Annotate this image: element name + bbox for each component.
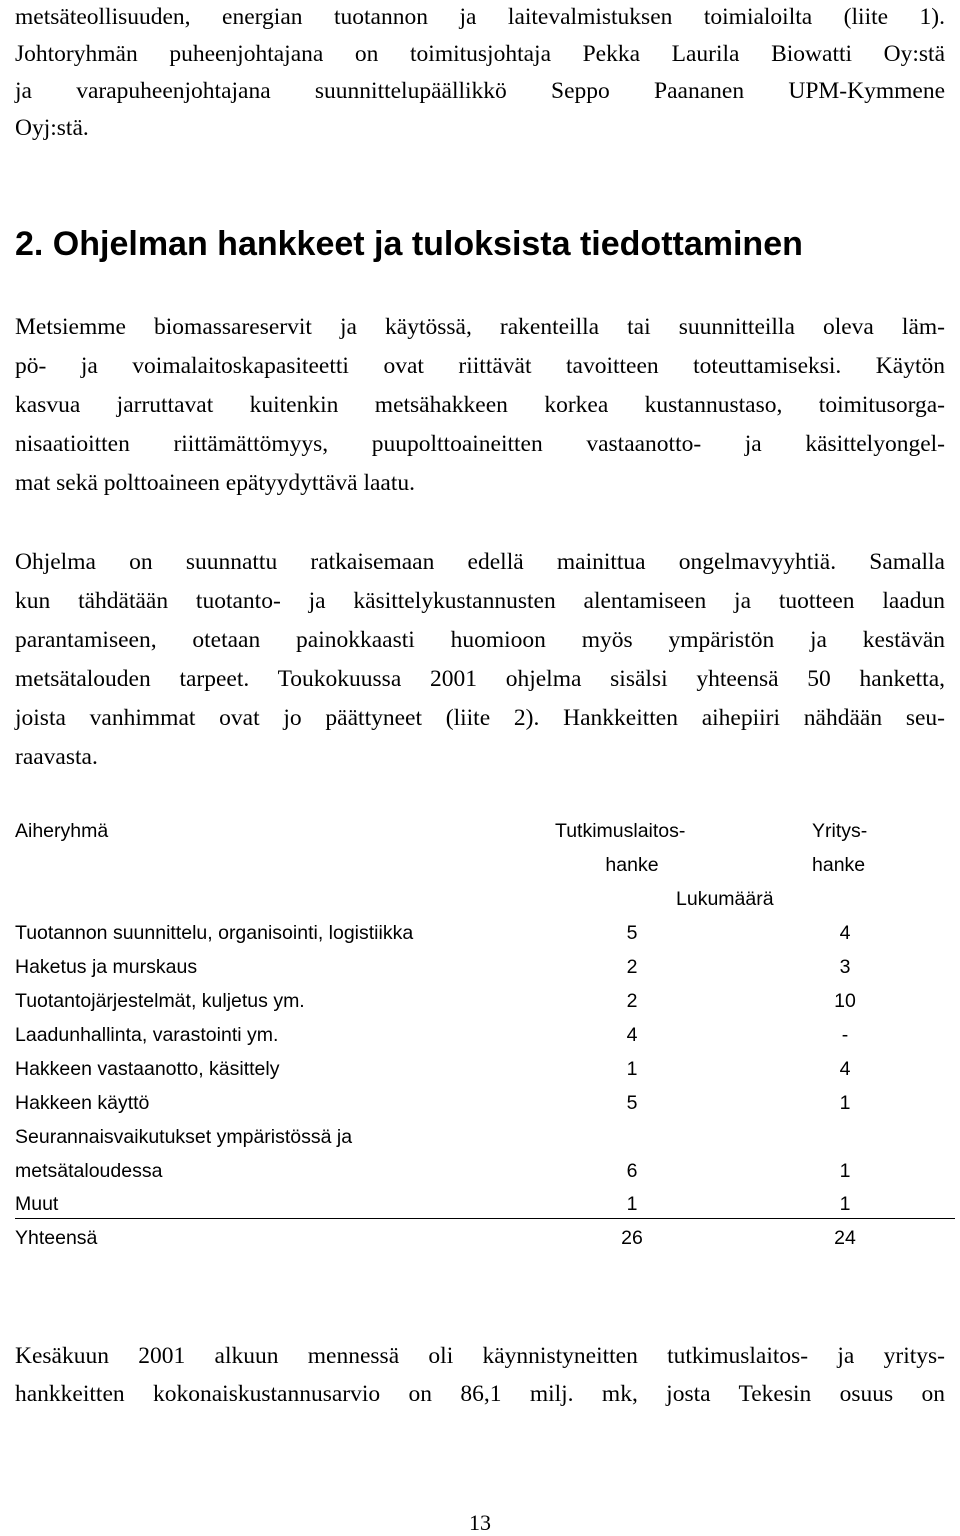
page-number: 13 <box>469 1510 491 1535</box>
table-header-research-2: hanke <box>605 854 659 876</box>
table-header-company-2: hanke <box>812 854 866 876</box>
paragraph-line: kun tähdätään tuotanto- ja käsittelykustannusten alentamiseen ja tuotteen laadun <box>15 588 945 614</box>
row-label: Haketus ja murskaus <box>15 956 198 978</box>
row-company-count: 10 <box>834 990 856 1012</box>
paragraph-line: kasvua jarruttavat kuitenkin metsähakkeen korkea kustannustaso, toimitusorga- <box>15 392 945 418</box>
table-unit-label: Lukumäärä <box>676 888 774 910</box>
intro-line: Johtoryhmän puheenjohtajana on toimitusjohtaja Pekka Laurila Biowatti Oy:stä <box>15 41 945 67</box>
row-research-count: 5 <box>626 1092 638 1114</box>
row-label: Seurannaisvaikutukset ympäristössä ja <box>15 1126 353 1148</box>
row-label: Tuotannon suunnittelu, organisointi, logistiikka <box>15 922 414 944</box>
row-label: Laadunhallinta, varastointi ym. <box>15 1024 279 1046</box>
table-total-rule <box>15 1218 955 1219</box>
row-company-count: - <box>841 1024 849 1046</box>
row-research-count: 4 <box>626 1024 638 1046</box>
paragraph-line: parantamiseen, otetaan painokkaasti huomioon myös ympäristön ja kestävän <box>15 627 945 653</box>
total-label: Yhteensä <box>15 1227 98 1249</box>
row-label: Hakkeen käyttö <box>15 1092 150 1114</box>
table-header-company: Yritys- <box>812 820 868 842</box>
row-research-count: 2 <box>626 956 638 978</box>
row-label: Hakkeen vastaanotto, käsittely <box>15 1058 280 1080</box>
row-research-count: 5 <box>626 922 638 944</box>
paragraph-line: nisaatioitten riittämättömyys, puupolttoaineitten vastaanotto- ja käsittelyongel- <box>15 431 945 457</box>
total-research-count: 26 <box>621 1227 643 1249</box>
section-heading: 2. Ohjelman hankkeet ja tuloksista tiedottaminen <box>15 225 803 263</box>
row-company-count: 1 <box>839 1092 851 1114</box>
paragraph-line: pö- ja voimalaitoskapasiteetti ovat riittävät tavoitteen toteuttamiseksi. Käytön <box>15 353 945 379</box>
paragraph-line: Metsiemme biomassareservit ja käytössä, rakenteilla tai suunnitteilla oleva läm- <box>15 314 945 340</box>
row-research-count <box>552 1124 712 1150</box>
row-company-count: 1 <box>839 1160 851 1182</box>
row-label: Tuotantojärjestelmät, kuljetus ym. <box>15 990 305 1012</box>
row-company-count: 4 <box>839 922 851 944</box>
row-label: Muut <box>15 1193 59 1215</box>
intro-line: ja varapuheenjohtajana suunnittelupäällikkö Seppo Paananen UPM-Kymmene <box>15 78 945 104</box>
intro-line: Oyj:stä. <box>15 115 89 141</box>
row-company-count: 3 <box>839 956 851 978</box>
row-research-count: 6 <box>626 1160 638 1182</box>
row-research-count: 1 <box>626 1058 638 1080</box>
total-company-count: 24 <box>834 1227 856 1249</box>
paragraph-line: Kesäkuun 2001 alkuun mennessä oli käynnistyneitten tutkimuslaitos- ja yritys- <box>15 1343 945 1369</box>
row-research-count: 1 <box>626 1193 638 1215</box>
paragraph-line: Ohjelma on suunnattu ratkaisemaan edellä mainittua ongelmavyyhtiä. Samalla <box>15 549 945 575</box>
row-label: metsätaloudessa <box>15 1160 163 1182</box>
table-header-topic: Aiheryhmä <box>15 820 109 842</box>
paragraph-line: hankkeitten kokonaiskustannusarvio on 86,1 milj. mk, josta Tekesin osuus on <box>15 1381 945 1407</box>
paragraph-line: raavasta. <box>15 744 98 770</box>
paragraph-line: metsätalouden tarpeet. Toukokuussa 2001 ohjelma sisälsi yhteensä 50 hanketta, <box>15 666 945 692</box>
intro-line: metsäteollisuuden, energian tuotannon ja laitevalmistuksen toimialoilta (liite 1). <box>15 4 945 30</box>
row-company-count <box>780 1124 910 1150</box>
paragraph-line: mat sekä polttoaineen epätyydyttävä laatu. <box>15 470 416 496</box>
row-company-count: 1 <box>839 1193 851 1215</box>
paragraph-line: joista vanhimmat ovat jo päättyneet (liite 2). Hankkeitten aihepiiri nähdään seu- <box>15 705 945 731</box>
table-header-research: Tutkimuslaitos- <box>555 820 686 842</box>
row-research-count: 2 <box>626 990 638 1012</box>
row-company-count: 4 <box>839 1058 851 1080</box>
